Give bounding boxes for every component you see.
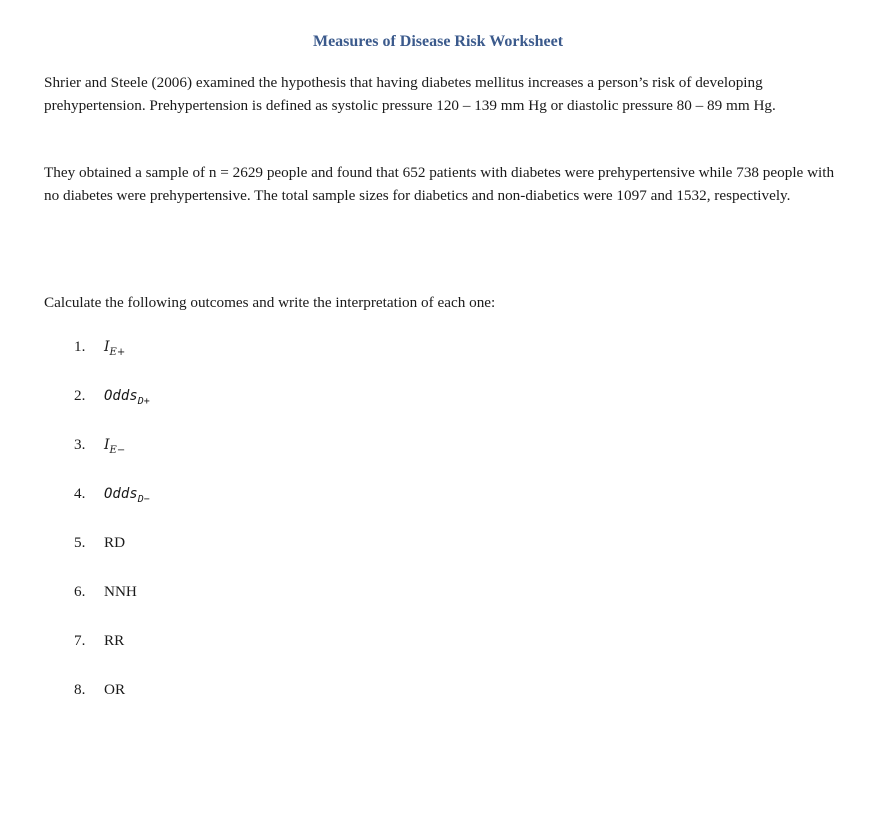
sample-paragraph: They obtained a sample of n = 2629 people and found that 652 patients with diabetes were prehypertensive while 738 people with no diabetes were prehypertensive. The total sample sizes for diabetics and non-diabetics were 1097 and 1532, respectively. [44,164,835,204]
list-item [74,630,150,679]
intro-paragraph: Shrier and Steele (2006) examined the hypothesis that having diabetes mellitus increases a person’s risk of developing prehypertension. Prehypertension is defined as systolic pressure 120 – 139 mm Hg or diastolic pressure 80 – 89 mm Hg. [44,74,776,114]
item-number: 8. [74,681,86,698]
list-item [74,336,150,385]
item-number: 4. [74,485,86,502]
list-item [74,483,150,532]
list-item [74,434,150,483]
item-label: RR [104,632,125,649]
item-incidence-unexposed: $I_{E-}$ [104,437,126,456]
item-label: OR [104,681,126,698]
item-number: 5. [74,534,86,551]
item-number: 6. [74,583,86,600]
item-odds-no-disease: Odds$_{D-}$ [104,486,150,505]
list-item [74,385,150,434]
item-odds-disease: Odds$_{D+}$ [104,388,150,407]
instruction-text: Calculate the following outcomes and write the interpretation of each one: [44,294,496,311]
item-number: 7. [74,632,86,649]
list-item [74,532,150,581]
item-incidence-exposed: $I_{E+}$ [104,339,126,358]
list-item [74,581,150,630]
item-label: NNH [104,583,137,600]
item-label: RD [104,534,126,551]
outcome-list [74,336,150,728]
item-number: 2. [74,387,86,404]
item-number: 1. [74,338,86,355]
item-number: 3. [74,436,86,453]
page-title: Measures of Disease Risk Worksheet [312,33,564,50]
list-item [74,679,150,728]
